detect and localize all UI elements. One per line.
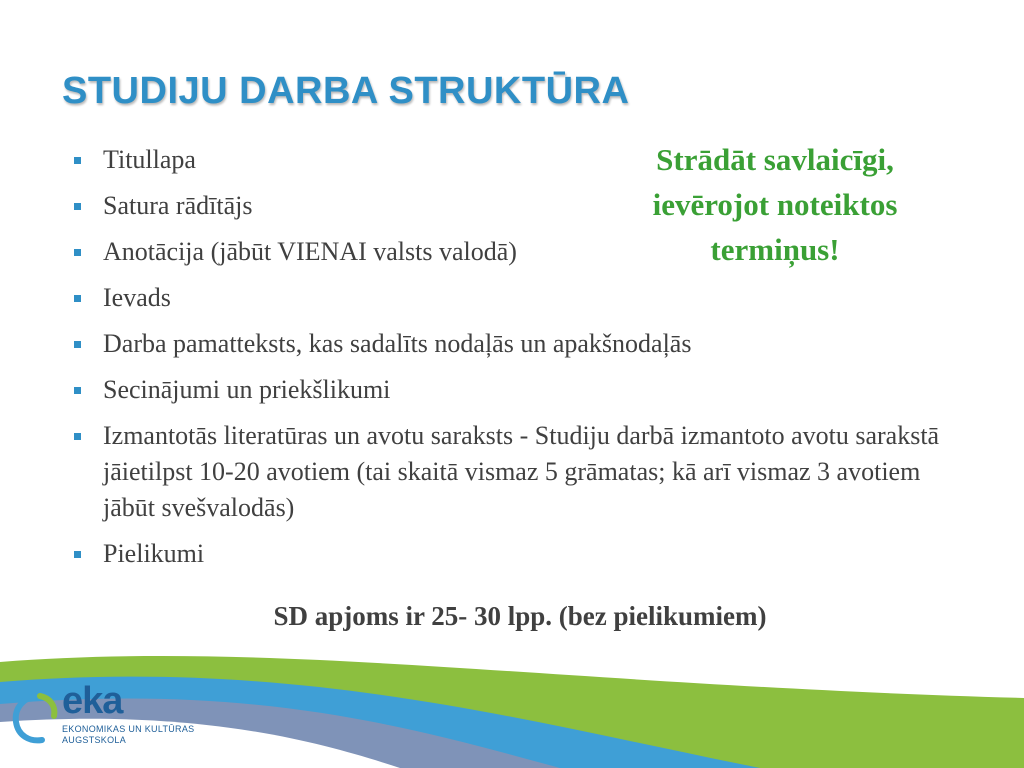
square-bullet-icon [74, 157, 81, 164]
list-item-text: Secinājumi un priekšlikumi [103, 375, 391, 404]
list-item [74, 372, 974, 408]
logo-ring-icon [10, 690, 60, 746]
list-item-text: Izmantotās literatūras un avotu saraksts - Studiju darbā izmantoto avotu sarakstā jāietilpst 10-20 avotiem (tai skaitā vismaz 5 grāmatas; kā arī vismaz 3 avotiem jābūt svešvalodās) [103, 421, 940, 522]
list-item [74, 418, 974, 526]
square-bullet-icon [74, 295, 81, 302]
square-bullet-icon [74, 433, 81, 440]
deadline-callout [600, 137, 950, 272]
list-item-text: Darba pamatteksts, kas sadalīts nodaļās un apakšnodaļās [103, 329, 692, 358]
logo-subtitle [62, 724, 194, 746]
square-bullet-icon [74, 249, 81, 256]
square-bullet-icon [74, 551, 81, 558]
square-bullet-icon [74, 387, 81, 394]
slide-title: STUDIJU DARBA STRUKTŪRA [62, 70, 630, 112]
list-item-text: Ievads [103, 283, 171, 312]
list-item-text: Anotācija (jābūt VIENAI valsts valodā) [103, 237, 517, 266]
logo-subtitle-line: EKONOMIKAS UN KULTŪRAS [62, 724, 195, 734]
eka-logo [10, 680, 210, 760]
callout-line: Strādāt savlaicīgi, [656, 142, 894, 177]
list-item [74, 326, 974, 362]
square-bullet-icon [74, 203, 81, 210]
list-item [74, 280, 974, 316]
callout-line: ievērojot noteiktos [652, 187, 898, 222]
callout-line: termiņus! [710, 232, 840, 267]
square-bullet-icon [74, 341, 81, 348]
list-item-text: Pielikumi [103, 539, 205, 568]
logo-wordmark: eka [62, 680, 123, 722]
logo-subtitle-line: AUGSTSKOLA [62, 735, 127, 745]
page-count-note: SD apjoms ir 25- 30 lpp. (bez pielikumiem) [273, 601, 767, 631]
list-item-text: Satura rādītājs [103, 191, 253, 220]
list-item [74, 536, 974, 572]
list-item-text: Titullapa [103, 145, 196, 174]
